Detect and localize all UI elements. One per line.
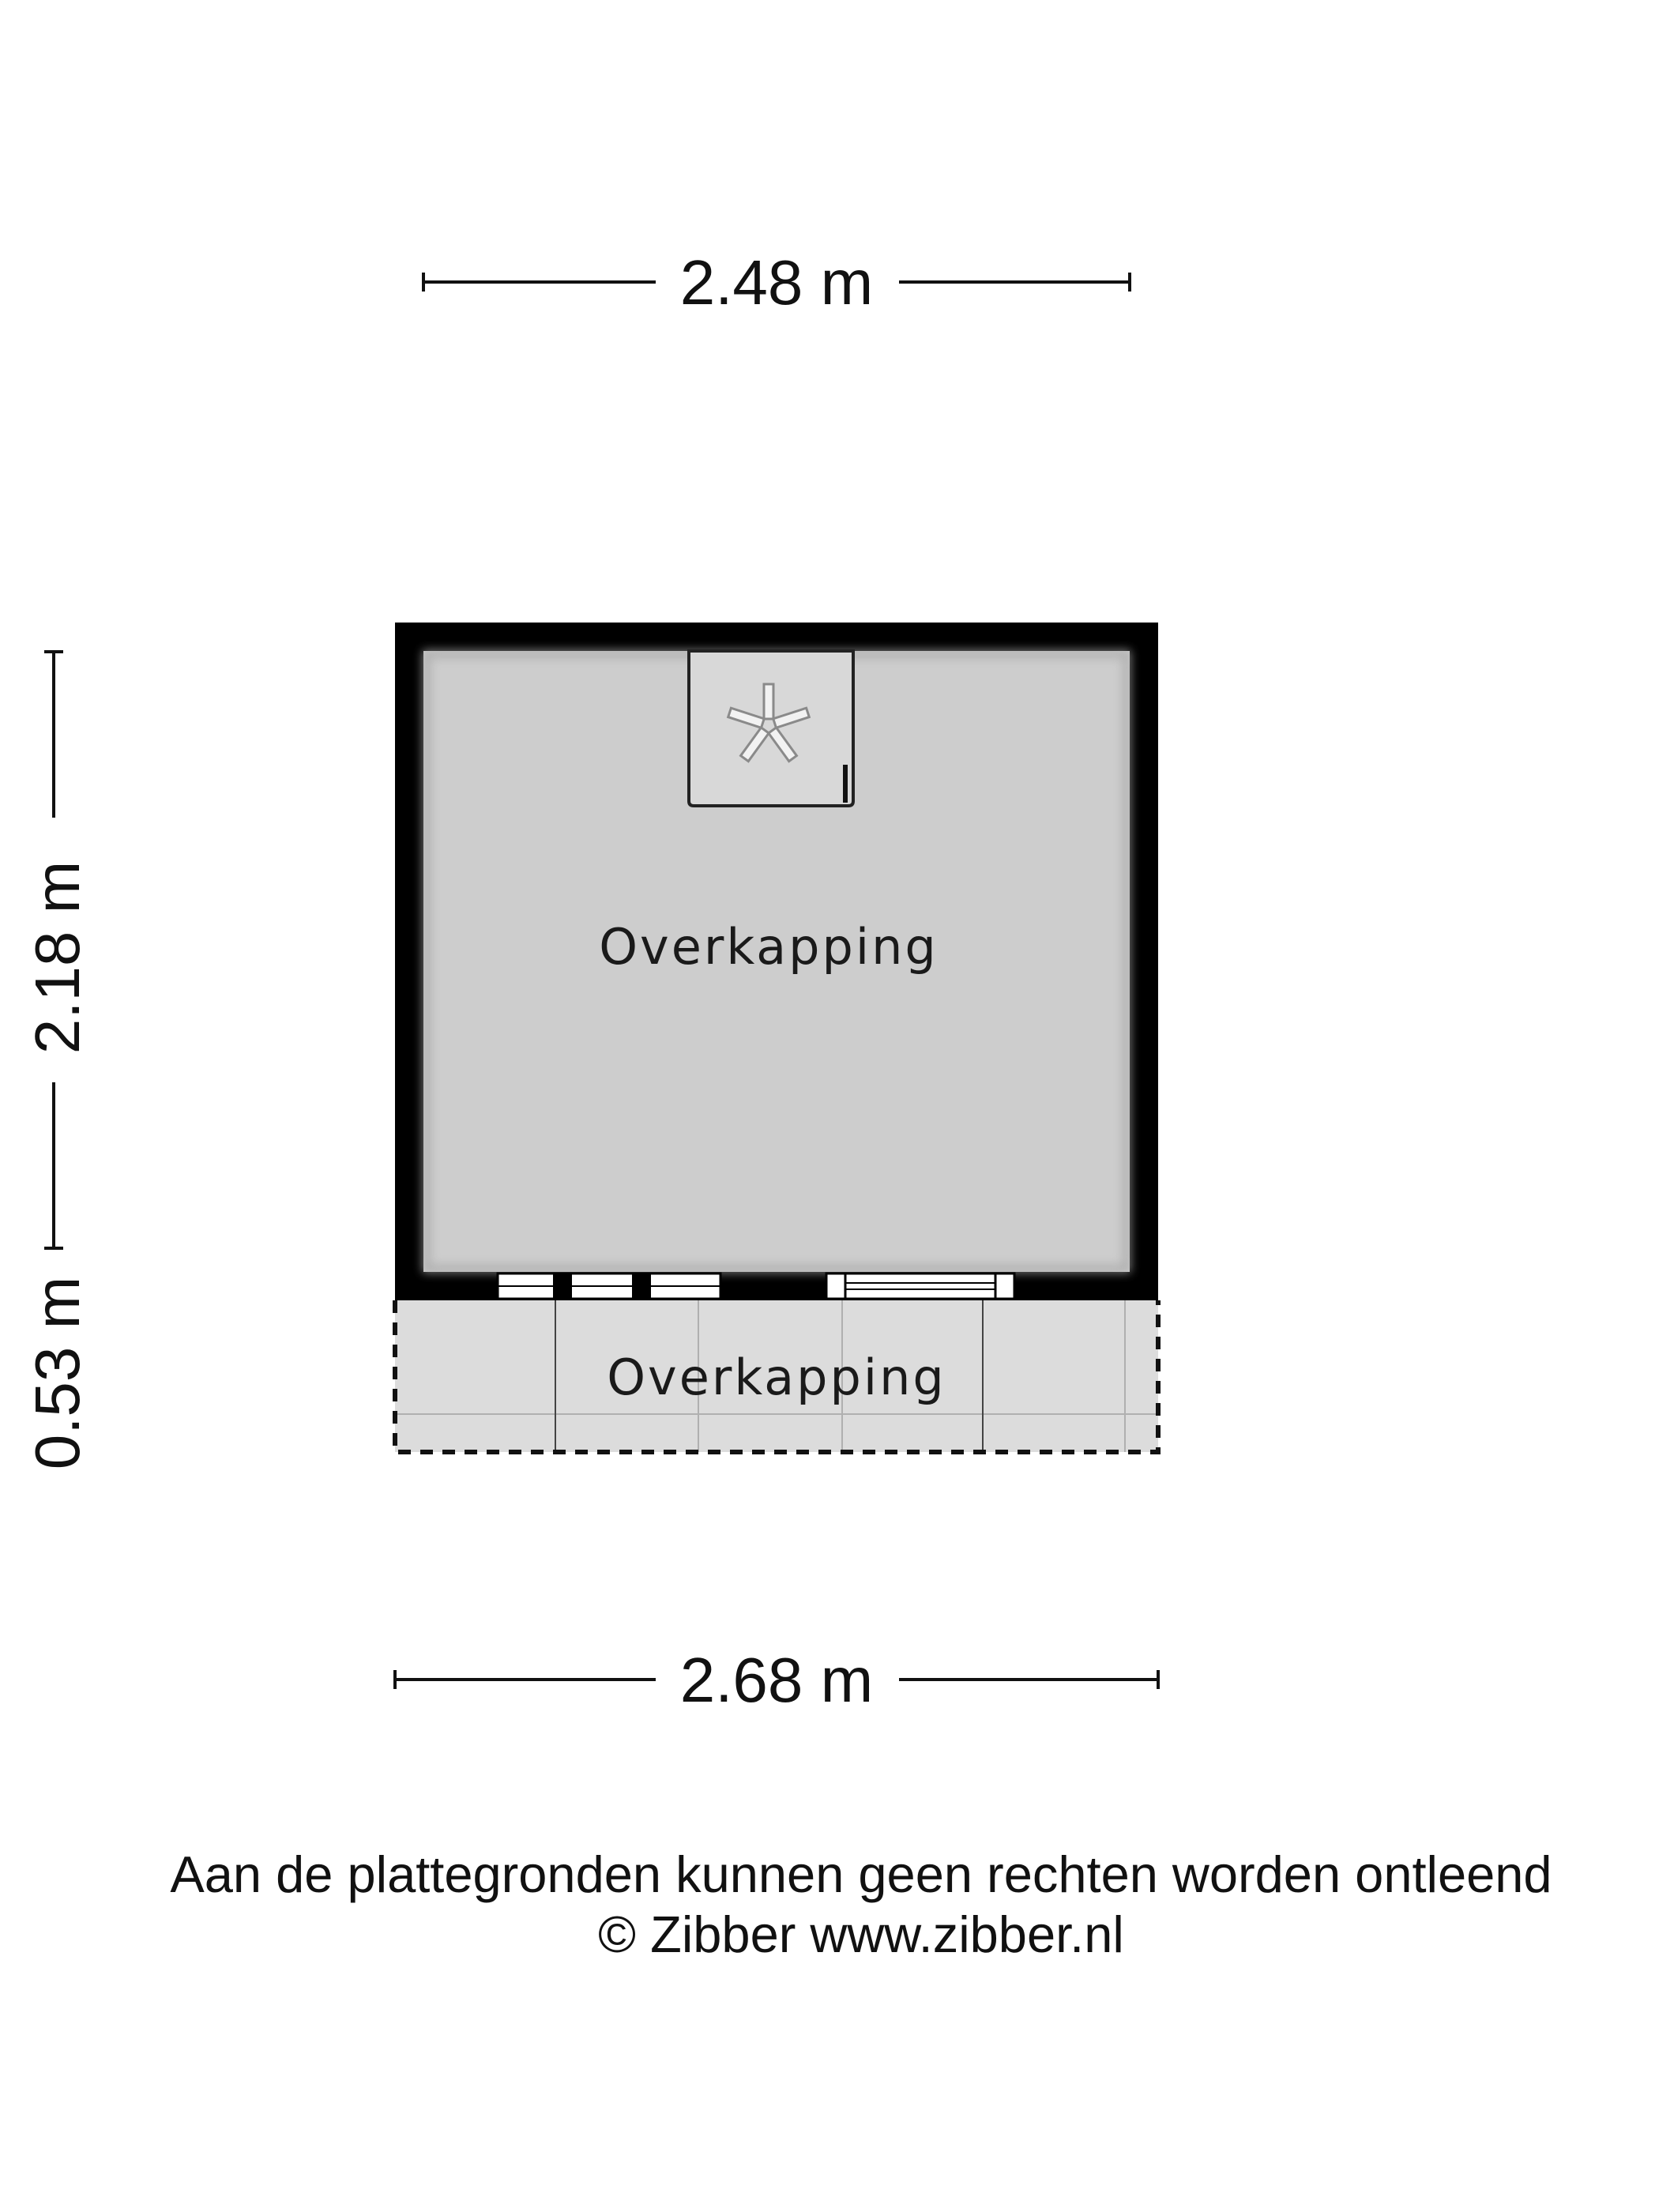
bottom-dimension <box>395 1645 1158 1715</box>
copyright-text: © Zibber www.zibber.nl <box>598 1905 1124 1963</box>
fan-unit <box>689 651 853 806</box>
left-upper-dimension-label: 2.18 m <box>22 860 92 1055</box>
top-dimension-label: 2.48 m <box>679 247 874 318</box>
main-room-label: Overkapping <box>599 918 939 976</box>
bottom-dimension-label: 2.68 m <box>679 1645 874 1715</box>
disclaimer-text: Aan de plattegronden kunnen geen rechten worden ontleend <box>170 1845 1552 1903</box>
porch-area <box>395 1300 1158 1452</box>
left-lower-dimension-label: 0.53 m <box>22 1276 92 1470</box>
window <box>826 1273 1014 1299</box>
sliding-door <box>498 1273 720 1299</box>
porch-label: Overkapping <box>607 1349 946 1406</box>
main-room <box>395 623 1158 1300</box>
left-dimension <box>22 652 92 1469</box>
top-dimension <box>423 247 1130 318</box>
